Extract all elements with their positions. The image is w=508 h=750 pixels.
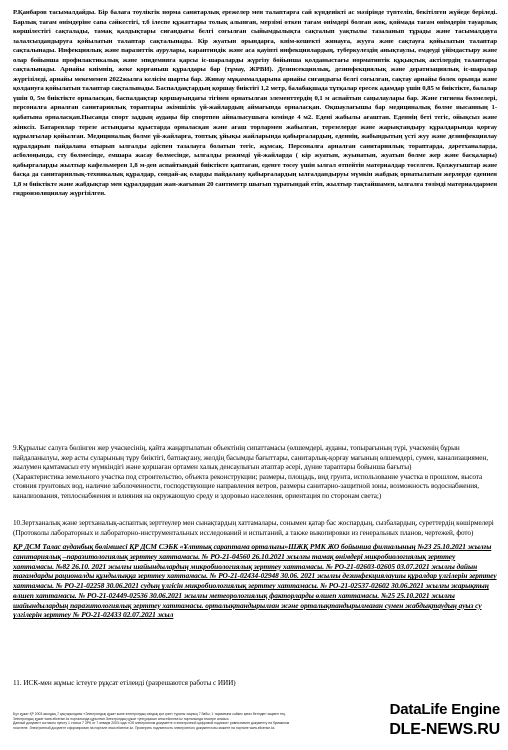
- section-10: [13, 519, 497, 620]
- inspection-findings-text: Р.Қанбаров тасымалдайды. Бір балаға тоулікгік норма санитарлық ережелер мен талаптарға сай күндеиікті ас мәзірінде түптеліп, бекітілген жүйеде беріледі. Барлық тағам өнімдеріне сапа сәйкестігі, т.б ілеспе құжаттары толық алынған, мерзімі өткен тағам өнімдері болған жоқ, қоймада тағам өнімдерін тауарлық көршілестігі сақталады, тамақ қалдықтары сиғандығы белгі соғылған сыйымдылықта сақталып уақтылы тазаланып тұрады және тасымалдауға залалсыздандыруға қойылатын талаптар сақталынады. Кір жуатын орындарға, кнім-кешекті жинауға, жууға және сақтауға қойылатын талаптар сақталынады. Инфекциялық және паразиттік аурулары, карантиндік және аса қауіпті инфекциялардың, туберкулездің анықтаулы, емдеуді үйімдастыру және олар бойынша профилактикалық және эпидемияга қарсы іс-шараларды жүргізу бойынша қолданыстағы нормативтік құқықтық актілердің талаптары сақталынады. Арнайы киімнің, жеке қорғаныш құралдары бар (тұмау, ЖРВИ). Дезинсекциялық, дезинфекциялық және дератизациялық іс-шаралар жүргізіледі, арнайы мекемемен 2022жылға келісім шарты бар. Жинау мұқаммалдарына арнайы сиғандығы белгі соғылған, сақтау арнайы бөлек орында және қолдануға қойылатын талаптар сақталынады. Баспалдақтардың қоршау биіктігі 1,2 метр, балабақшада тұтқалар ересек адамдар үшін 0,85 м биіктікте, балалар үшін 0, 5м биіктікте орналасқан, баспалдақтар қоршауындағы тігінен орнатылған элементтердің 0,1 м аспайтын саңылаулары бар. Және гигиена бөлмелері, персоналға арналған санитариялық тораптары әкімшілік үй-жайлардың аймағында орналасқан. Оқшаулағышы бар медициналық бөлме нысанның 1-қабатына орналасқан.Нысанда спорт заддың аудаңы бір спортпен айналысушыға кемінде 4 м2. Едені жабылы ағаштан. Еденнің беті тегіс, ойықсыз және жінксіз. Батареялар терезе астындағы құыстарда орналасқан және ағаш торлармен жабылған, терезелерде және жарықтандыру құралдарында қорғау құрылғылар қойылған. Медициналық бөлме үй-жайларға, топтық ұйықы жайларында қабырғалардың, еденнің, жабындытың үсті жуу және дезинфекциялау құралдарын пайдалана отырып ылғалды әдіспен тазалауга болатын тегіс, жұмсақ. Персоналға арналған санитариялық тораптарда, дәретханаларда, асболоңында, сту бөлмесінде, емшара жасау бөлмесінде, ылғалды режимді үй-жайларда ( кір жуатын, жуынатын, жуатын бөлме жер және басқалары) қабырғаларды жылтыр кафельмерен 1,8 м-ден аспайтындай биіктікте қаптаған, еденге тосеу үшін ылғал өтпейтін материалдар төселген. Қолжуғыштар және басқа да санитариялық-техникалық құралдар, сондай-ақ оларды пайдалану қабырғалардың ылғалдандыруы мүмкін жабдық орнатылатын жерлерде еденнен 1,8 м биіктікте және жабдықтар мен құралдардан жан-жағынан 20 сантиметр шығып тұратындай етіп, жылтыр тақтайшамен, ылғалға төзімді материалдармен гидроизоляциялау жүргізілген.: [13, 9, 497, 198]
- footer-line: Данный документ согласно пункту 1 статьи 7 ЗРК от 7 января 2003 года «Об электронном документе и электронной цифровой подписи» равнозначен документу на бумажном: [13, 721, 290, 726]
- footer-line: носителе. Электронный документ сформирован на портале www.elicense.kz. Проверить подлинность электронного документа вы можете на портале www.elicense.kz.: [13, 725, 276, 730]
- section-9-heading: 9.Құрылыс салуға бөлінген жер учаскесінің, қайта жаңартылатын объектінің сипаттамасы (өлшемдері, ауданы, топырағының түрі, учаскенің бұрын пайдаланылуы, жер асты суларының тұру биіктігі, батпақтану, желдің басымды бағыттары, санитарлық-қорғау магының өлшемдері, сумен, канализациямен, жылумен қамтамасыз ету мүмкіндігі және қоршаған ортамен халық денсаулығын атаптар әсері, дүние тараптары бойынша бағыты): [13, 444, 488, 472]
- section-10-note: (Протоколы лабораторных и лабораторно-инструментальных исследований и испытаний, а также выкопировки из генеральных планов, чертежей, фото): [13, 528, 474, 537]
- protocols-list: ҚР ДСМ Талас ауданбық бөлімшесі ҚР ДСМ СЭБК «Ұлттық сараптама орталығы»ШЖҚ РМК ЖО бойынша филиалының №23 25.10.2021 жылғы санитариялық –паразитологиялық зерттеу хаттамасы. № РО-21-04560 26.10.2021 жылғы тамақ өнімдері микробиологиялық зерттеу хаттамасы. №82 26.10. 2021 жылғы шайындылардың микробиологиялық зерттеу хаттамасы. № РО-21-02603-02605 03.07.2021 жылғы дайын тағамдарды рационалды құндылыққа зерттеу хаттамасы. № РО-21-02434-02948 30.06. 2021 жылғы дезинфекциялаушы құралдар үлгілерін зерттеу хаттамасы. № РО-21-02258 30.06.2021 судың үлгісін микробиологиялық зерттеу хаттамасы. № РО-21-02537-02602 30.06.2021 жылғы жарықтың өлшеп хаттамасы. № РО-21-02449-02536 30.06.2021 жылғы метеорологиялық факторларды өлшеп хаттамасы. №25 25.10.2021 жылғы шайындылардың паразитологиялық зерттеу хаттамасы. орталықтандырылған және орталықтандырылмаған сумен жабдықтаудың ауыз су үлгілерін зерттеу № РО-21-02433 02.07.2021 жыл: [13, 542, 497, 620]
- legal-footer: [13, 712, 313, 730]
- footer-line: Бұл құжат ҚР 2003 жылдың 7 қаңтарындағы «Электрондық құжат және электрондық сандық қол қою» туралы заңның 7 бабы, 1 тармағына сәйкес қағаз бетіндегі заңмен тең.: [13, 712, 286, 716]
- section-9-note: (Характеристика земельного участка под строительство, объекта реконструкции; размеры, площадь, вид грунта, использование участка в прошлом, высота стояния грунтовых вод, наличие заболоченности, господствующие направления ветров, размеры санитарно-защитной зоны, возможность водоснабжения, канализования, теплоснабжения и влияния на окружающую среду и здоровью населения, ориентация по сторонам света;): [13, 472, 483, 500]
- section-10-heading: 10.Зертханалық және зертханалық-аспаптық зерттеулер мен сынақтардың хаттамалары, сонымен қатар бас жоспардың, сызбалардың, суреттердің көшірмелері: [13, 519, 494, 527]
- section-11: [13, 679, 497, 689]
- footer-line: Электрондық құжат www.elicense.kz порталында құрылған.Электрондық құжат түпнұсқасын www.elicense.kz порталында тексере аласыз.: [13, 716, 230, 721]
- section-11-heading: 11. ИСК-мен жұмыс істеуге рұқсат етілеиді (разрешаются работы с ИИИ): [13, 679, 236, 687]
- document-page: [13, 8, 497, 687]
- watermark-site: DLE-NEWS.RU: [389, 721, 500, 738]
- section-9: [13, 444, 497, 502]
- watermark-title: DataLife Engine: [389, 701, 500, 718]
